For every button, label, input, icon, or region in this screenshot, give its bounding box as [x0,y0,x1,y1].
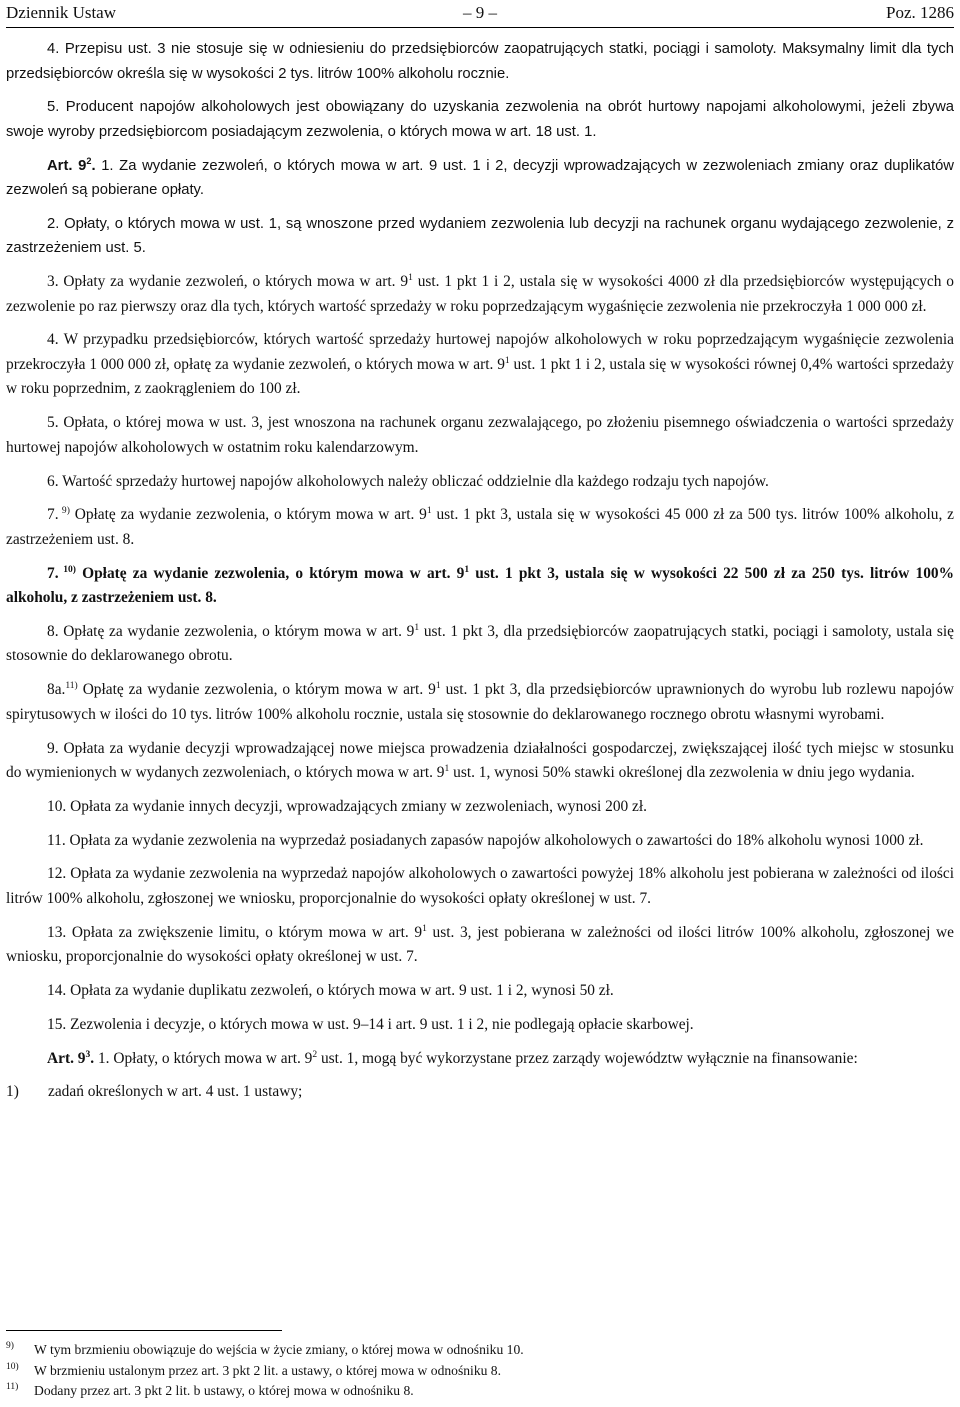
text: ust. 1, mogą być wykorzystane przez zarządy województw wyłącznie na finansowanie: [317,1049,858,1067]
art-9-2-paragraph-13 [6,921,954,970]
text: 1. Opłaty, o których mowa w art. 9 [94,1049,313,1067]
art-9-2-paragraph-10: 10. Opłata za wydanie innych decyzji, wprowadzających zmiany w zezwoleniach, wynosi 200 zł. [47,797,648,815]
art-9-2-paragraph-3 [6,270,954,319]
art-9-2-paragraph-1 [6,154,954,203]
text: 7. [47,564,59,582]
paragraph-text: 1. Za wydanie zezwoleń, o których mowa w art. 9 ust. 1 i 2, decyzji wprowadzających w zezwoleniach zmiany oraz duplikatów zezwoleń są pobierane opłaty. [6,157,954,199]
superscript: 1 [414,621,420,633]
article-label: Art. 9 [47,157,87,174]
art-9-2-paragraph-11: 11. Opłata za wydanie zezwolenia na wyprzedaż posiadanych zapasów napojów alkoholowych o zawartości do 18% alkoholu wynosi 1000 zł. [47,831,924,849]
superscript: 1 [422,922,427,934]
text: ust. 1 pkt 3, ustala się w wysokości 22 500 zł za 250 tys. litrów 100% alkoholu, z zastrzeżeniem ust. 8. [6,564,954,607]
text: ust. 1 pkt 3, dla przedsiębiorców zaopatrujących statki, pociągi i samoloty, ustala się stosownie do deklarowanego obrotu. [6,622,954,665]
article-sup: 3 [85,1048,91,1060]
text: 8a. [47,681,66,699]
list-item [6,1080,954,1105]
art-9-2-paragraph-9 [6,737,954,786]
article-9-2 [6,154,954,261]
footnote-ref: 10) [58,563,76,575]
footnote-text: W tym brzmieniu obowiązuje do wejścia w życie zmiany, o której mowa w odnośniku 10. [34,1342,524,1357]
art-9-2-paragraph-4 [6,328,954,402]
superscript: 1 [408,272,413,284]
paragraph-5: 5. Producent napojów alkoholowych jest obowiązany do uzyskania zezwolenia na obrót hurtowy napojami alkoholowymi, jeżeli zbywa swoje wyroby przedsiębiorcom posiadającym zezwolenia, o których mowa w art. 18 ust. 1. [6,99,954,140]
article-dot: . [91,157,96,174]
text: Opłatę za wydanie zezwolenia, o którym mowa w art. 9 [75,564,465,582]
page-header [6,0,954,26]
art-9-3-paragraph-1 [6,1047,954,1072]
position-number: Poz. 1286 [886,3,954,22]
footnote-10 [6,1361,954,1382]
footnote-mark: 9) [6,1341,14,1351]
art-9-2-paragraph-6: 6. Wartość sprzedaży hurtowej napojów alkoholowych należy obliczać oddzielnie dla każdego rodzaju tych napojów. [47,472,769,490]
art-9-2-paragraph-8 [6,620,954,669]
footnote-rule [6,1330,282,1331]
text: ust. 1 pkt 1 i 2, ustala się w wysokości równej 0,4% wartości sprzedaży w roku poprzednim, z zaokrągleniem do 100 zł. [6,355,954,398]
footnote-ref: 11) [65,680,78,692]
footnote-9 [6,1340,954,1361]
list-number: 1) [6,1083,19,1101]
article-label: Art. 9 [47,1049,86,1067]
superscript: 1 [435,680,441,692]
text: Opłatę za wydanie zezwolenia, o którym mowa w art. 9 [77,681,436,699]
text: 9. Opłata za wydanie decyzji wprowadzającej nowe miejsca prowadzenia działalności gospodarczej, zwiększającej ilość tych miejsc w stosunku do wymienionych w wydanych zezwoleniach, o których mowa w art. 9 [6,739,954,782]
art-9-2-paragraph-8a [6,678,954,727]
article-sup: 2 [86,155,92,166]
document-body [6,37,954,1114]
superscript: 1 [444,762,450,774]
text: 8. Opłatę za wydanie zezwolenia, o którym mowa w art. 9 [47,622,415,640]
text: 4. W przypadku przedsiębiorców, których wartość sprzedaży hurtowej napojów alkoholowych w roku poprzedzającym wygaśnięcie zezwolenia przekroczyła 1 000 000 zł, opłatę za wydanie zezwoleń, o których mowa w art. 9 [6,331,954,373]
superscript: 2 [312,1048,318,1060]
text: ust. 3, jest pobierana w zależności od ilości litrów 100% alkoholu, zgłoszonej we wniosku, proporcjonalnie do wysokości opłaty określonej w ust. 7. [6,923,954,966]
paragraph-4: 4. Przepisu ust. 3 nie stosuje się w odniesieniu do przedsiębiorców zaopatrujących statki, pociągi i samoloty. Maksymalny limit dla tych przedsiębiorców określa się w wysokości 2 tys. litrów 100% alkoholu rocznie. [6,41,954,82]
text: Opłatę za wydanie zezwolenia, o którym mowa w art. 9 [69,506,427,524]
text: ust. 1, wynosi 50% stawki określonej dla zezwolenia w dniu jego wydania. [449,764,915,782]
art-9-2-paragraph-5: 5. Opłata, o której mowa w ust. 3, jest wnoszona na rachunek organu zezwalającego, po złożeniu pisemnego oświadczenia o wartości sprzedaży hurtowej napojów alkoholowych w ostatnim roku kalendarzowym. [6,414,954,456]
text: 13. Opłata za zwiększenie limitu, o którym mowa w art. 9 [47,923,423,941]
footnote-mark: 11) [6,1382,19,1392]
art-9-2-paragraph-12: 12. Opłata za wydanie zezwolenia na wyprzedaż napojów alkoholowych o zawartości powyżej 18% alkoholu jest pobierana w zależności od ilości litrów 100% alkoholu, zgłoszonej we wniosku, proporcjonalnie do wysokości opłaty określonej w ust. 7. [6,865,954,907]
footnote-text: W brzmieniu ustalonym przez art. 3 pkt 2 lit. a ustawy, o której mowa w odnośniku 8. [34,1362,502,1378]
text: ust. 1 pkt 3, dla przedsiębiorców uprawnionych do wyrobu lub rozlewu napojów spirytusowych w ilości do 10 tys. litrów 100% alkoholu rocznie, ustala się stosownie do deklarowanego rocznego obrotu własnymi wyrobami. [6,681,954,723]
page-number: – 9 – [463,3,497,22]
art-9-2-paragraph-15: 15. Zezwolenia i decyzje, o których mowa w ust. 9–14 i art. 9 ust. 1 i 2, nie podlegają opłacie skarbowej. [47,1015,694,1033]
list-text: zadań określonych w art. 4 ust. 1 ustawy; [48,1083,303,1101]
footnote-text: Dodany przez art. 3 pkt 2 lit. b ustawy, o której mowa w odnośniku 8. [34,1383,414,1398]
journal-title: Dziennik Ustaw [6,3,117,22]
footnote-mark: 10) [6,1361,19,1372]
footnote-11 [6,1381,954,1402]
art-9-2-paragraph-7-new [6,562,954,611]
text: ust. 1 pkt 1 i 2, ustala się w wysokości 4000 zł dla przedsiębiorców występujących o zezwolenie po raz pierwszy oraz dla tych, których wartość sprzedaży w roku poprzedzającym wygaśnięcie zezwolenia nie przekroczyła 1 000 000 zł. [6,273,955,315]
art-9-2-paragraph-14: 14. Opłata za wydanie duplikatu zezwoleń, o których mowa w art. 9 ust. 1 i 2, wynosi 50 zł. [47,982,614,1000]
sans-section [6,37,954,144]
text: 7. [47,506,59,524]
article-dot: . [90,1049,95,1067]
footnote-ref: 9) [58,505,70,517]
text: 3. Opłaty za wydanie zezwoleń, o których mowa w art. 9 [47,273,409,291]
header-rule [6,27,954,28]
footnotes [6,1340,954,1402]
superscript: 1 [426,505,432,517]
art-9-2-paragraph-7-old [6,503,954,552]
text: ust. 1 pkt 3, ustala się w wysokości 45 000 zł za 500 tys. litrów 100% alkoholu, z zastrzeżeniem ust. 8. [6,506,954,548]
superscript: 1 [504,354,510,366]
art-9-2-paragraph-2: 2. Opłaty, o których mowa w ust. 1, są wnoszone przed wydaniem zezwolenia lub decyzji na rachunek organu wydającego zezwolenie, z zastrzeżeniem ust. 5. [6,215,954,257]
superscript: 1 [464,563,470,575]
